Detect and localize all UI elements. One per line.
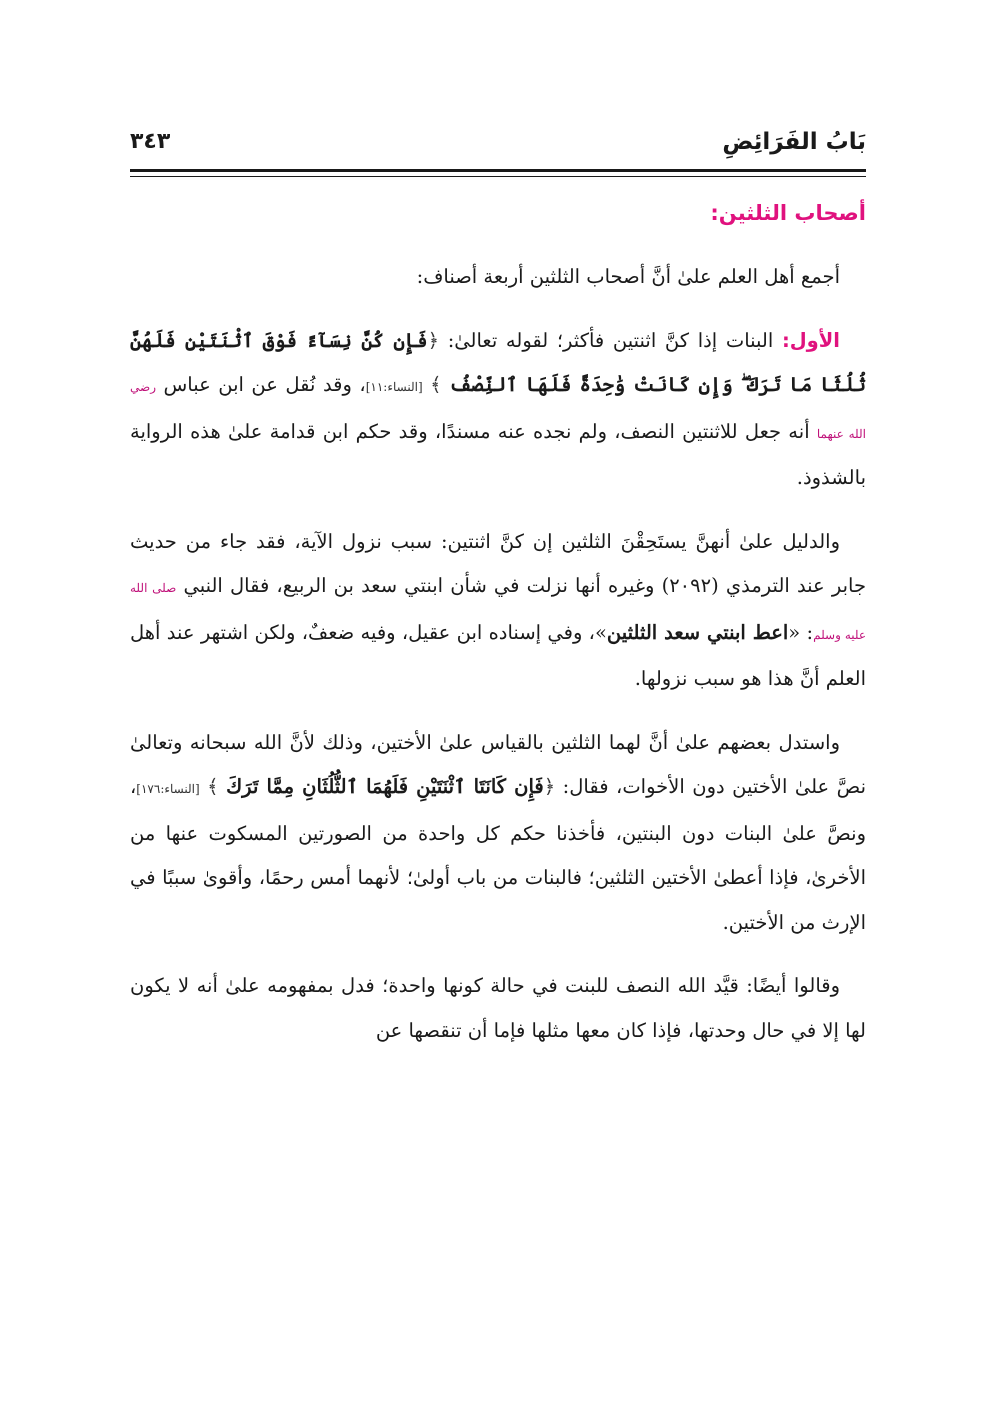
paragraph-text: البنات إذا كنَّ اثنتين فأكثر؛ لقوله تعالىٰ:	[439, 328, 782, 352]
page-content	[130, 195, 866, 1072]
verse-reference: [النساء:١٧٦]	[136, 782, 200, 796]
paragraph-text: ، وفي إسناده ابن عقيل، وفيه ضعفٌ، ولكن اشتهر عند أهل العلم أنَّ هذا هو سبب نزولها.	[130, 620, 866, 690]
paragraph-text: :	[800, 620, 814, 644]
paragraph-analogy	[130, 721, 866, 946]
header-rule-thick	[130, 169, 866, 172]
paragraph-text: ، وقد نُقل عن ابن عباس	[156, 373, 366, 396]
paragraph-text: واستدل بعضهم علىٰ أنَّ لهما الثلثين بالقياس علىٰ الأختين، وذلك لأنَّ الله سبحانه وتعالىٰ نصَّ علىٰ الأختين دون الأخوات، فقال:	[130, 730, 867, 798]
hadith-close-quote: »	[594, 620, 607, 644]
page-number: ٣٤٣	[130, 129, 171, 154]
verse-reference: [النساء:١١]	[365, 380, 423, 394]
paragraph-text: ، ونصَّ علىٰ البنات دون البنتين، فأخذنا حكم كل واحدة من الصورتين المسكوت عنها من الأخرىٰ، فإذا أعطىٰ الأختين الثلثين؛ فالبنات من باب أولىٰ؛ لأنهما أمس رحمًا، وأقوىٰ سببًا في الإرث من الأختين.	[130, 775, 866, 934]
paragraph-continuation: وقالوا أيضًا: قيَّد الله النصف للبنت في حالة كونها واحدة؛ فدل بمفهومه علىٰ أنه لا يكون لها إلا في حال وحدتها، فإذا كان معها مثلها فإما أن تنقصها عن	[130, 974, 866, 1042]
quran-open-bracket: ﴿	[427, 328, 440, 352]
paragraph-text: والدليل علىٰ أنهنَّ يستَحِقْنَ الثلثين إن كنَّ اثنتين: سبب نزول الآية، فقد جاء من حديث جابر عند الترمذي (٢٠٩٢) وغيره أنها نزلت في شأن ابنتي سعد بن الربيع، فقال النبي	[130, 529, 867, 597]
hadith-text: اعط ابنتي سعد الثلثين	[606, 620, 789, 644]
honorific-ligature: رضي الله عنهما	[130, 380, 866, 441]
intro-paragraph: أجمع أهل العلم علىٰ أنَّ أصحاب الثلثين أربعة أصناف:	[416, 265, 840, 288]
quran-close-bracket: ﴾	[430, 373, 442, 396]
paragraph-evidence	[130, 520, 866, 702]
paragraph-text: أنه جعل للاثنتين النصف، ولم نجده عنه مسندًا، وقد حكم ابن قدامة علىٰ هذه الرواية بالشذوذ.	[130, 419, 866, 489]
honorific-ligature: صلى الله عليه وسلم	[130, 581, 867, 642]
quran-verse: فَإِن كَانَتَا ٱثْنَتَيْنِ فَلَهُمَا ٱلثُّلُثَانِ مِمَّا تَرَكَ	[226, 775, 544, 798]
quran-verse: فَإِن كُنَّ نِسَآءً فَوْقَ ٱثْنَتَيْنِ فَلَهُنَّ ثُلُثَا مَا تَرَكَ ۖ وَإِن كَانَتْ وَٰحِدَةً فَلَهَا ٱلنِّصْفُ	[130, 328, 866, 396]
running-title: بَابُ الفَرَائِضِ	[722, 129, 866, 155]
page-header	[130, 126, 866, 166]
quran-open-bracket: ﴿	[543, 775, 556, 798]
header-rule-thin	[130, 176, 866, 177]
section-heading: أصحاب الثلثين:	[710, 201, 866, 225]
quran-close-bracket: ﴾	[207, 775, 219, 798]
paragraph-lead: الأول:	[781, 328, 840, 352]
paragraph-first-category	[130, 319, 866, 501]
hadith-open-quote: «	[788, 620, 801, 644]
